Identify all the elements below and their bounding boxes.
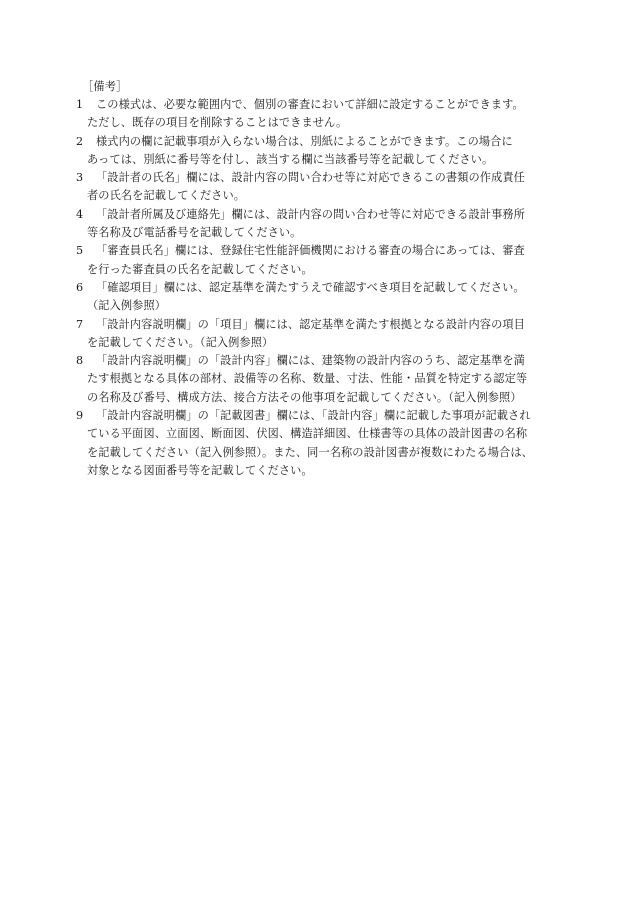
remark-item [76, 133, 554, 170]
remark-item [76, 316, 554, 353]
remark-text-line: を記載してください。（記入例参照） [87, 335, 274, 349]
remark-number: 3 [76, 171, 84, 185]
remark-text-line: 者の氏名を記載してください。 [87, 189, 246, 203]
remark-number: 6 [76, 280, 84, 294]
remark-text-line: を記載してください（記入例参照）。また、同一名称の設計図書が複数にわたる場合は、 [87, 445, 533, 459]
remark-text-line: 「設計内容説明欄」の「項目」欄には、認定基準を満たす根拠となる設計内容の項目 [96, 317, 525, 331]
remark-number: 1 [76, 98, 84, 111]
remark-number: 8 [76, 354, 84, 368]
remark-text-line: ている平面図、立面図、断面図、伏図、構造詳細図、仕様書等の具体の設計図書の名称 [87, 427, 528, 441]
remark-text-line: あっては、別紙に番号等を付し、該当する欄に当該番号等を記載してください。 [87, 152, 494, 166]
remark-item [76, 242, 554, 279]
remark-text-line: 「設計内容説明欄」の「記載図書」欄には、「設計内容」欄に記載した事項が記載され [96, 409, 531, 423]
remark-text-line: の名称及び番号、構成方法、接合方法その他事項を記載してください。（記入例参照） [87, 390, 522, 404]
remark-number: 5 [76, 244, 84, 258]
remark-number: 9 [76, 409, 84, 423]
remark-text-line: 「設計内容説明欄」の「設計内容」欄には、建築物の設計内容のうち、認定基準を満 [96, 354, 525, 368]
remark-text-line: 「設計者の氏名」欄には、設計内容の問い合わせ等に対応できるこの書類の作成責任 [96, 171, 525, 185]
remark-number: 7 [76, 317, 84, 331]
remark-item [76, 96, 554, 133]
remark-item [76, 206, 554, 243]
remark-text-line: 等名称及び電話番号を記載してください。 [87, 226, 302, 240]
remark-text-line: たす根拠となる具体の部材、設備等の名称、数量、寸法、性能・品質を特定する認定等 [87, 372, 528, 386]
remark-text-line: （記入例参照） [87, 299, 167, 313]
remarks-section [76, 78, 554, 480]
remarks-list [76, 96, 554, 480]
remarks-heading: ［備考］ [82, 80, 128, 93]
remark-number: 4 [76, 207, 84, 221]
remark-text-line: 「設計者所属及び連絡先」欄には、設計内容の問い合わせ等に対応できる設計事務所 [96, 207, 525, 221]
remark-item [76, 169, 554, 206]
remark-text-line: この様式は、必要な範囲内で、個別の審査において詳細に設定することができます。 [96, 98, 524, 111]
remark-text-line: 様式内の欄に記載事項が入らない場合は、別紙によることができます。この場合に [96, 134, 513, 148]
remark-text-line: 「確認項目」欄には、認定基準を満たすうえで確認すべき項目を記載してください。 [96, 280, 525, 294]
remark-item [76, 352, 554, 407]
remark-text-line: を行った審査員の氏名を記載してください。 [87, 262, 313, 276]
remark-number: 2 [76, 134, 84, 148]
remark-text-line: 対象となる図面番号等を記載してください。 [87, 463, 313, 477]
remark-item [76, 279, 554, 316]
remark-text-line: 「審査員氏名」欄には、登録住宅性能評価機関における審査の場合にあっては、審査 [96, 244, 525, 258]
remark-item [76, 407, 554, 480]
remark-text-line: ただし、既存の項目を削除することはできません。 [87, 116, 348, 130]
